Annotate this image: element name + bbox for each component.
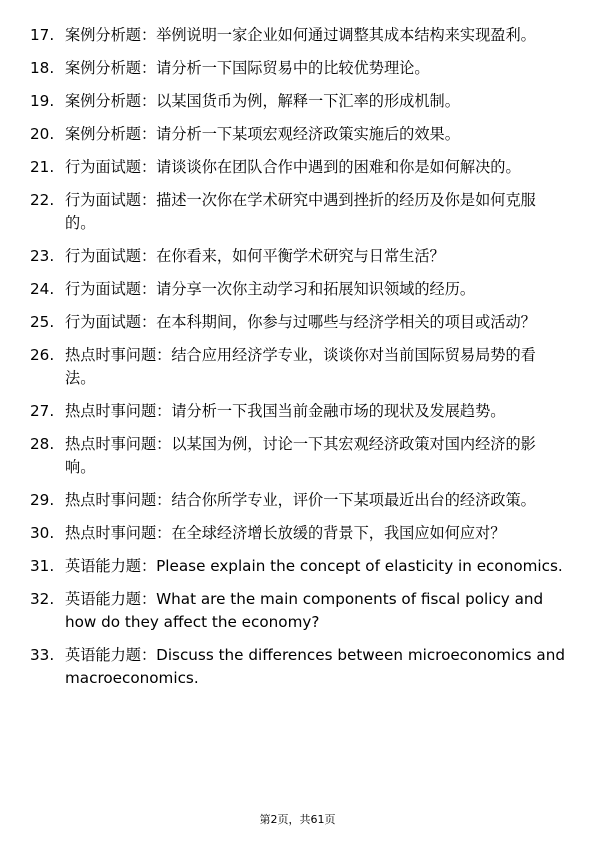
question-item [30,433,565,479]
question-item [30,156,565,179]
question-item [30,400,565,423]
question-number: 32. [30,590,55,608]
question-text: 行为面试题：在你看来，如何平衡学术研究与日常生活？ [65,247,445,265]
question-item [30,555,565,578]
question-list [30,24,565,700]
question-number: 29. [30,491,55,509]
page-number-label: 第2页，共61页 [259,813,336,826]
question-number: 21. [30,158,55,176]
question-text: 热点时事问题：在全球经济增长放缓的背景下，我国应如何应对？ [65,524,506,542]
question-number: 19. [30,92,55,110]
question-item [30,588,565,634]
question-text: 英语能力题：Please explain the concept of elasticity in economics. [65,557,563,575]
question-text: 英语能力题：Discuss the differences between microeconomics and macroeconomics. [65,646,565,687]
question-text: 行为面试题：描述一次你在学术研究中遇到挫折的经历及你是如何克服的。 [65,191,536,232]
question-number: 17. [30,26,55,44]
question-text: 行为面试题：在本科期间，你参与过哪些与经济学相关的项目或活动？ [65,313,536,331]
question-item [30,189,565,235]
question-text: 案例分析题：请分析一下某项宏观经济政策实施后的效果。 [65,125,460,143]
question-item [30,24,565,47]
question-item [30,644,565,690]
question-item [30,57,565,80]
question-text: 英语能力题：What are the main components of fiscal policy and how do they affect the economy? [65,590,544,631]
question-number: 27. [30,402,55,420]
question-number: 28. [30,435,55,453]
question-item [30,344,565,390]
question-number: 24. [30,280,55,298]
question-number: 30. [30,524,55,542]
question-text: 行为面试题：请谈谈你在团队合作中遇到的困难和你是如何解决的。 [65,158,521,176]
question-item [30,522,565,545]
question-number: 25. [30,313,55,331]
question-item [30,245,565,268]
question-text: 案例分析题：举例说明一家企业如何通过调整其成本结构来实现盈利。 [65,26,536,44]
question-item [30,311,565,334]
question-number: 33. [30,646,55,664]
question-text: 热点时事问题：以某国为例，讨论一下其宏观经济政策对国内经济的影响。 [65,435,536,476]
question-item [30,278,565,301]
question-text: 热点时事问题：请分析一下我国当前金融市场的现状及发展趋势。 [65,402,506,420]
question-item [30,123,565,146]
question-item [30,90,565,113]
question-number: 26. [30,346,55,364]
question-text: 热点时事问题：结合应用经济学专业，谈谈你对当前国际贸易局势的看法。 [65,346,536,387]
question-number: 20. [30,125,55,143]
question-number: 18. [30,59,55,77]
page-footer [0,813,595,827]
question-number: 22. [30,191,55,209]
question-item [30,489,565,512]
question-number: 31. [30,557,55,575]
question-text: 行为面试题：请分享一次你主动学习和拓展知识领域的经历。 [65,280,476,298]
question-number: 23. [30,247,55,265]
question-text: 案例分析题：请分析一下国际贸易中的比较优势理论。 [65,59,430,77]
question-text: 案例分析题：以某国货币为例，解释一下汇率的形成机制。 [65,92,460,110]
question-text: 热点时事问题：结合你所学专业，评价一下某项最近出台的经济政策。 [65,491,536,509]
